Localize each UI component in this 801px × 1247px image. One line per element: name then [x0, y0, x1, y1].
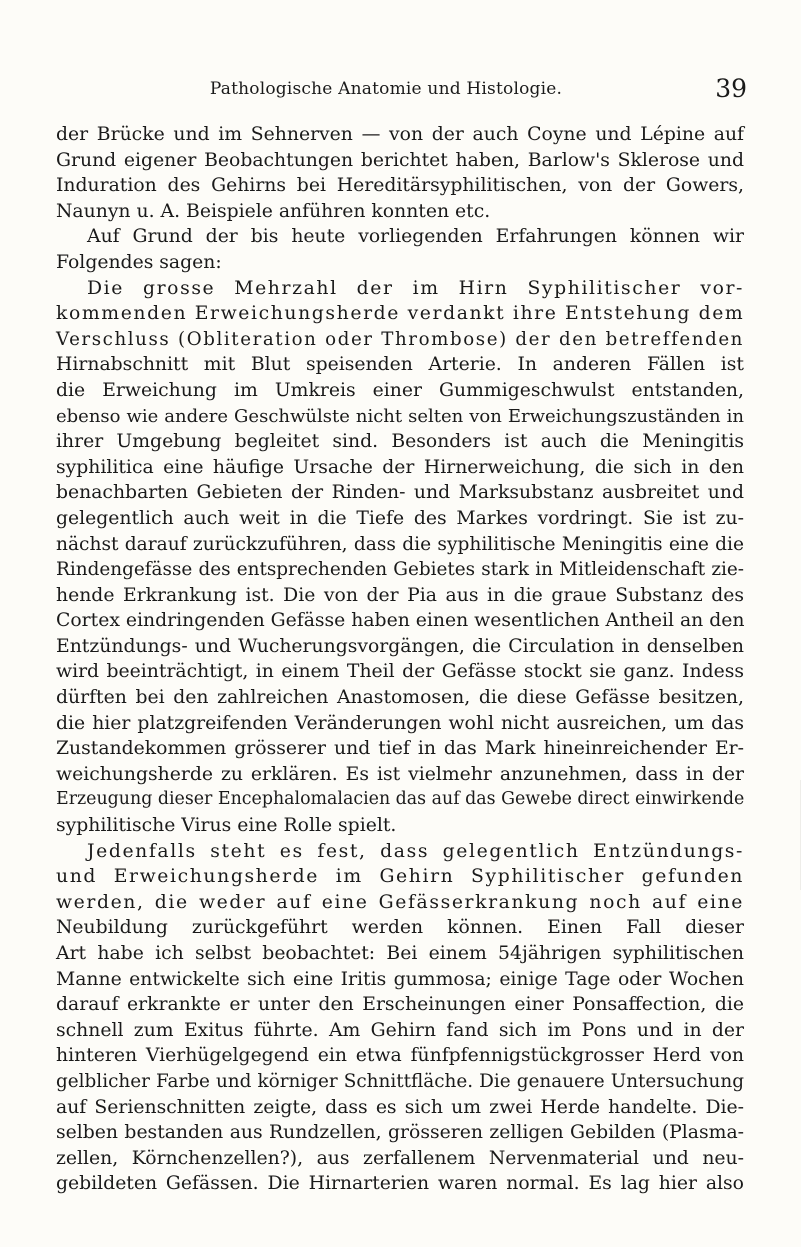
- text-line: benachbarten Gebieten der Rinden- und Marksubstanz ausbreitet und: [56, 482, 744, 504]
- text-line: Neubildung zurückgeführt werden können. Einen Fall dieser: [56, 917, 744, 939]
- text-line: zellen, Körnchenzellen?), aus zerfallenem Nervenmaterial und neu-: [56, 1147, 744, 1169]
- text-line: Zustandekommen grösserer und tief in das Mark hineinreichender Er-: [56, 738, 744, 760]
- text-line: die Erweichung im Umkreis einer Gummigeschwulst entstanden,: [56, 379, 744, 401]
- text-line: der Brücke und im Sehnerven — von der auch Coyne und Lépine auf: [56, 124, 744, 145]
- text-line: selben bestanden aus Rundzellen, grösseren zelligen Gebilden (Plasma-: [56, 1122, 744, 1144]
- running-head: [56, 70, 747, 104]
- text-line: Induration des Gehirns bei Hereditärsyphilitischen, von der Gowers,: [56, 175, 744, 197]
- text-line: Jedenfalls steht es fest, dass gelegentlich Entzündungs-: [87, 840, 744, 862]
- text-line: Folgendes sagen:: [56, 251, 222, 273]
- text-line: Verschluss (Obliteration oder Thrombose) der den betreffenden: [56, 328, 744, 350]
- body-text: [56, 122, 744, 1197]
- text-line: gebildeten Gefässen. Die Hirnarterien waren normal. Es lag hier also: [56, 1173, 744, 1195]
- text-line: gelegentlich auch weit in die Tiefe des Markes vordringt. Sie ist zu-: [56, 507, 744, 529]
- text-line: Naunyn u. A. Beispiele anführen konnten etc.: [56, 200, 491, 222]
- text-line: auf Serienschnitten zeigte, dass es sich um zwei Herde handelte. Die-: [56, 1096, 744, 1118]
- text-line: Die grosse Mehrzahl der im Hirn Syphilitischer vor-: [87, 277, 744, 299]
- text-line: Manne entwickelte sich eine Iritis gummosa; einige Tage oder Wochen: [56, 968, 744, 990]
- text-line: hende Erkrankung ist. Die von der Pia aus in die graue Substanz des: [56, 584, 744, 606]
- text-line: Erzeugung dieser Encephalomalacien das auf das Gewebe direct einwirkende: [56, 789, 745, 810]
- page-number: 39: [715, 74, 747, 103]
- text-line: die hier platzgreifenden Veränderungen wohl nicht ausreichen, um das: [56, 712, 744, 734]
- text-line: ebenso wie andere Geschwülste nicht selten von Erweichungszuständen in: [56, 405, 744, 427]
- text-line: Entzündungs- und Wucherungsvorgängen, die Circulation in denselben: [56, 635, 744, 657]
- text-line: dürften bei den zahlreichen Anastomosen, die diese Gefässe besitzen,: [56, 687, 744, 709]
- text-line: Rindengefässe des entsprechenden Gebietes stark in Mitleidenschaft zie-: [56, 559, 744, 581]
- text-line: und Erweichungsherde im Gehirn Syphilitischer gefunden: [56, 866, 744, 888]
- text-line: schnell zum Exitus führte. Am Gehirn fand sich im Pons und in der: [56, 1019, 744, 1041]
- running-title: Pathologische Anatomie und Histologie.: [209, 79, 563, 99]
- text-line: nächst darauf zurückzuführen, dass die syphilitische Meningitis eine die: [56, 533, 744, 555]
- text-line: kommenden Erweichungsherde verdankt ihre Entstehung dem: [56, 303, 745, 325]
- text-line: werden, die weder auf eine Gefässerkrankung noch auf eine: [56, 891, 744, 913]
- page-margin-mark: [760, 780, 801, 890]
- text-line: weichungsherde zu erklären. Es ist vielmehr anzunehmen, dass in der: [56, 763, 744, 785]
- text-line: syphilitica eine häufige Ursache der Hirnerweichung, die sich in den: [56, 456, 744, 478]
- text-line: Art habe ich selbst beobachtet: Bei einem 54jährigen syphilitischen: [56, 943, 744, 964]
- text-line: Cortex eindringenden Gefässe haben einen wesentlichen Antheil an den: [56, 610, 745, 632]
- text-line: Grund eigener Beobachtungen berichtet haben, Barlow's Sklerose und: [56, 149, 744, 171]
- text-line: hinteren Vierhügelgegend ein etwa fünfpfennigstückgrosser Herd von: [56, 1045, 744, 1067]
- text-line: Auf Grund der bis heute vorliegenden Erfahrungen können wir: [87, 226, 744, 248]
- text-line: Hirnabschnitt mit Blut speisenden Arterie. In anderen Fällen ist: [56, 354, 744, 376]
- text-line: wird beeinträchtigt, in einem Theil der Gefässe stockt sie ganz. Indess: [56, 661, 744, 683]
- text-line: syphilitische Virus eine Rolle spielt.: [56, 815, 397, 837]
- text-line: ihrer Umgebung begleitet sind. Besonders ist auch die Meningitis: [56, 431, 744, 453]
- text-line: gelblicher Farbe und körniger Schnittfläche. Die genauere Untersuchung: [56, 1070, 744, 1092]
- text-line: darauf erkrankte er unter den Erscheinungen einer Ponsaffection, die: [56, 994, 744, 1016]
